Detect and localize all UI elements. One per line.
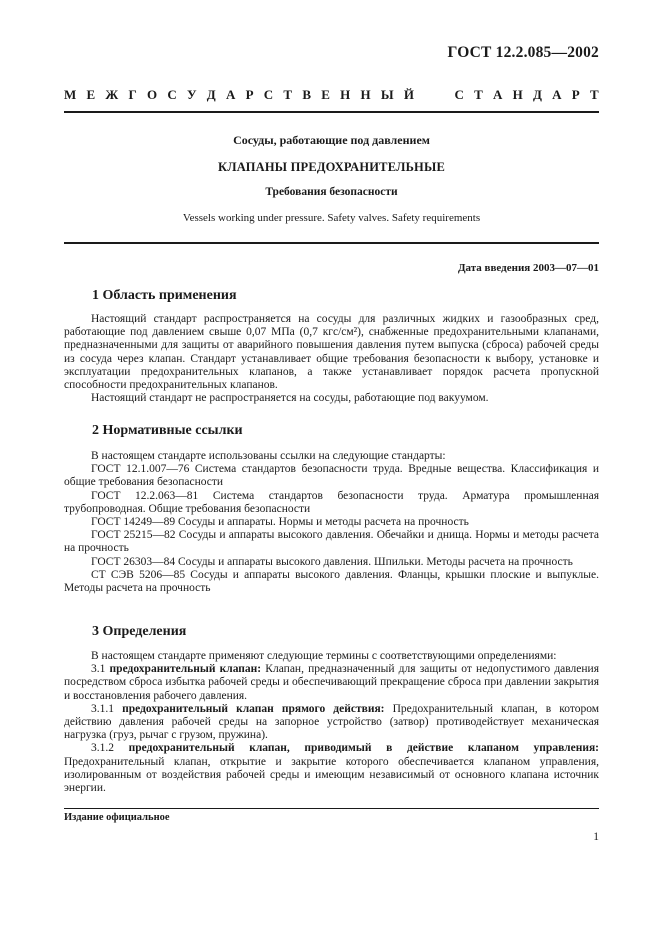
definition-text: Предохранительный клапан, в котором действию давления рабочей среды на запорное устройство (затвор) противодействует механическая нагрузка (груз, рычаг с грузом, пружина). (64, 702, 599, 742)
definition-item (64, 742, 599, 795)
banner-letter: Н (360, 87, 371, 102)
banner-letter: Г (128, 87, 137, 102)
banner-letter: С (263, 87, 274, 102)
banner-letter: У (187, 87, 197, 102)
title-rule (64, 242, 599, 244)
english-title: Vessels working under pressure. Safety valves. Safety requirements (182, 212, 481, 224)
banner-letter: Ы (380, 87, 394, 102)
banner-letter: Е (321, 87, 330, 102)
banner-letter: Н (512, 87, 523, 102)
definition-item (64, 663, 599, 703)
banner-letter: Е (86, 87, 96, 102)
section-body-scope (64, 313, 599, 405)
banner-letter: В (302, 87, 311, 102)
gost-code: ГОСТ 12.2.085—2002 (447, 44, 599, 61)
sub-title: Требования безопасности (265, 186, 398, 198)
banner-letter: А (225, 87, 236, 102)
banner-letter: О (147, 87, 158, 102)
paragraph: В настоящем стандарте применяют следующие термины с соответствующими определениями: (91, 650, 557, 662)
banner-letter: С (454, 87, 464, 102)
definition-number: 3.1.1 (91, 702, 123, 715)
banner-letter: Р (571, 87, 580, 102)
reference-item: ГОСТ 12.2.063—81 Система стандартов безопасности труда. Арматура промышленная трубопроводная. Общие требования безопасности (64, 489, 599, 515)
banner-letter: Д (206, 87, 216, 102)
reference-item: ГОСТ 25215—82 Сосуды и аппараты высокого давления. Обечайки и днища. Нормы и методы расчета на прочность (64, 529, 599, 555)
definition-term: предохранительный клапан прямого действия: (122, 702, 385, 715)
paragraph: В настоящем стандарте использованы ссылки на следующие стандарты: (91, 450, 446, 462)
interstate-standard-banner (64, 86, 599, 104)
banner-letter: Н (340, 87, 351, 102)
paragraph: Настоящий стандарт распространяется на сосуды для различных жидких и газообразных сред, работающие под давлением свыше 0,07 МПа (0,7 кгс/см²), снабженные предохранительными клапанами, предназначенными для защиты от аварийного повышения давления путем выпуска (сброса) рабочей среды из сосуда через клапан. Стандарт устанавливает общие требования безопасности к выбору, установке и эксплуатации предохранительных клапанов, а также устанавливает порядок расчета пропускной способности предохранительных клапанов. (64, 313, 599, 392)
section-body-definitions (64, 650, 599, 795)
paragraph: Настоящий стандарт не распространяется на сосуды, работающие под вакуумом. (91, 392, 489, 405)
definition-term: предохранительный клапан, приводимый в действие клапаном управления: (128, 742, 600, 755)
section-heading-scope: 1 Область применения (92, 288, 237, 303)
main-title: КЛАПАНЫ ПРЕДОХРАНИТЕЛЬНЫЕ (218, 160, 445, 174)
banner-letter: Ж (105, 87, 119, 102)
footer-rule (64, 808, 599, 809)
intro-date: Дата введения 2003—07—01 (457, 262, 599, 274)
section-body-references (64, 450, 599, 595)
banner-letter: А (552, 87, 562, 102)
banner-letter: Т (589, 87, 599, 102)
section-heading-definitions: 3 Определения (92, 624, 187, 639)
banner-letter: Р (245, 87, 254, 102)
definition-text: Предохранительный клапан, открытие и закрытие которого обеспечивается клапаном управления, изолированным от воздействия рабочей среды и имеющим независимый от основного клапана источник энергии. (64, 755, 599, 795)
reference-item: ГОСТ 14249—89 Сосуды и аппараты. Нормы и методы расчета на прочность (91, 516, 469, 529)
reference-item: СТ СЭВ 5206—85 Сосуды и аппараты высокого давления. Фланцы, крышки плоские и выпуклые. Методы расчета на прочность (64, 568, 599, 595)
page-number: 1 (593, 831, 599, 843)
definition-number: 3.1.2 (91, 742, 129, 755)
definition-item (64, 703, 599, 743)
banner-letter: Й (403, 87, 414, 102)
definition-number: 3.1 (91, 663, 110, 676)
banner-letter: Д (532, 87, 542, 102)
banner-letter: С (167, 87, 177, 102)
banner-letter: А (492, 87, 503, 102)
header-rule (64, 111, 599, 113)
banner-letter: Т (474, 87, 483, 102)
definition-term: предохранительный клапан: (109, 663, 262, 676)
section-heading-references: 2 Нормативные ссылки (92, 423, 243, 438)
reference-item: ГОСТ 12.1.007—76 Система стандартов безопасности труда. Вредные вещества. Классификация и общие требования безопасности (64, 463, 599, 489)
official-edition-label: Издание официальное (64, 812, 170, 823)
subject-title: Сосуды, работающие под давлением (233, 133, 430, 147)
reference-item: ГОСТ 26303—84 Сосуды и аппараты высокого давления. Шпильки. Методы расчета на прочность (91, 555, 573, 568)
definition-text: Клапан, предназначенный для защиты от недопустимого давления посредством сброса избытка рабочей среды и обеспечивающий прекращение сброса при давлении закрытия и восстановления рабочего давления. (64, 663, 599, 702)
banner-letter: Т (283, 87, 293, 102)
banner-letter: М (64, 87, 77, 102)
